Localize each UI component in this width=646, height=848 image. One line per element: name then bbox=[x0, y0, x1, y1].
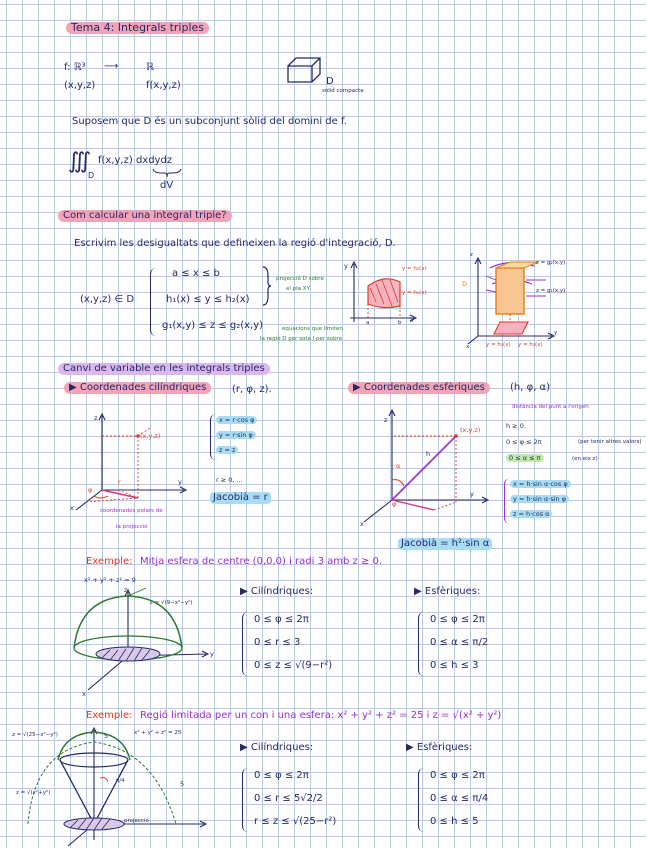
sph-eq1: x = h·sin α·cos φ bbox=[510, 480, 571, 488]
underbrace bbox=[152, 168, 182, 178]
plot2d-a: a bbox=[366, 320, 370, 326]
sph-fig-h: h bbox=[426, 450, 431, 458]
sph-fig-x: x bbox=[360, 520, 364, 528]
ineq-note1b: el pla XY bbox=[286, 286, 310, 292]
ex2-cone: z = √(x²+y²) bbox=[16, 790, 51, 796]
ex1-sphere-eq: x² + y² + z² = 9 bbox=[84, 576, 136, 584]
ex2-five-right: 5 bbox=[180, 780, 185, 788]
ex2-sph1: 0 ≤ φ ≤ 2π bbox=[430, 770, 485, 781]
ex2-cyl-header: ▶ Cilíndriques: bbox=[240, 742, 314, 753]
ineq-lhs: (x,y,z) ∈ D bbox=[80, 294, 135, 305]
sph-alpha-note: (en eix z) bbox=[572, 456, 598, 462]
cyl-header: ▶ Coordenades cilíndriques bbox=[64, 382, 211, 394]
right-brace-top bbox=[262, 266, 272, 306]
sph-jacobian: Jacobià = h²·sin α bbox=[398, 538, 492, 550]
region-3d-plot bbox=[466, 256, 556, 346]
ex2-projection: projecció bbox=[124, 818, 149, 824]
sph-phi-cond: 0 ≤ φ ≤ 2π bbox=[506, 438, 542, 446]
ex1-sph1: 0 ≤ φ ≤ 2π bbox=[430, 614, 485, 625]
ex2-cyl1: 0 ≤ φ ≤ 2π bbox=[254, 770, 309, 781]
cyl-eq2: y = r·sin φ bbox=[216, 431, 256, 439]
sph-phi-note: (per tenir altres valors) bbox=[578, 439, 642, 445]
sph-header: ▶ Coordenades esfèriques bbox=[348, 382, 490, 394]
page-title: Tema 4: Integrals triples bbox=[66, 22, 209, 34]
ex2-angle: π/4 bbox=[116, 778, 125, 784]
map-point: (x,y,z) bbox=[64, 80, 96, 91]
sph-fig-alpha: α bbox=[396, 462, 401, 470]
cylindrical-figure bbox=[72, 406, 192, 516]
cyl-eq1: x = r·cos φ bbox=[216, 416, 257, 424]
ex1-text: Mitja esfera de centre (0,0,0) i radi 3 amb z ≥ 0. bbox=[140, 556, 383, 567]
how-text: Escrivim les desigualtats que defineixen la regió d'integració, D. bbox=[74, 238, 396, 249]
sph-fig-z: z bbox=[384, 416, 388, 424]
cyl-polar-note2: la projecció bbox=[116, 524, 148, 530]
ex1-surface: z = √(9−x²−y²) bbox=[150, 600, 193, 606]
suppose-text: Suposem que D és un subconjunt sòlid del domini de f. bbox=[72, 116, 347, 127]
plot3d-D: D bbox=[462, 280, 468, 288]
integral-symbol: ∭ bbox=[68, 149, 92, 174]
ex2-cyl-brace bbox=[242, 768, 250, 832]
ex1-axis-x: x bbox=[82, 690, 86, 698]
curve-bottom-label: y = h₁(x) bbox=[402, 290, 427, 296]
ex1-label: Exemple: bbox=[86, 556, 133, 567]
ineq-note2a: equacions que limiten bbox=[282, 326, 343, 332]
ineq-note2b: la regió D per sota i per sobre bbox=[260, 336, 343, 342]
plot2d-y-axis: y bbox=[344, 262, 348, 270]
z-top-label: z = g₂(x,y) bbox=[536, 260, 566, 266]
ex1-cyl2: 0 ≤ r ≤ 3 bbox=[254, 637, 301, 648]
ex1-sph3: 0 ≤ h ≤ 3 bbox=[430, 660, 479, 671]
plot3d-z: z bbox=[470, 252, 473, 258]
ex2-sph-header: ▶ Esfèriques: bbox=[406, 742, 473, 753]
sph-h-note: distància del punt a l'origen bbox=[512, 404, 589, 410]
cyl-fig-z: z bbox=[94, 414, 98, 422]
cyl-cond: r ≥ 0, ... bbox=[216, 476, 243, 484]
solid-name: D bbox=[326, 76, 334, 87]
sph-h-cond: h ≥ 0. bbox=[506, 422, 526, 430]
sph-fig-point: (x,y,z) bbox=[460, 426, 481, 434]
ex1-sph2: 0 ≤ α ≤ π/2 bbox=[430, 637, 489, 648]
sph-alpha-cond: 0 ≤ α ≤ π bbox=[506, 454, 544, 462]
ex1-axis-y: y bbox=[210, 650, 214, 658]
cyl-jacobian: Jacobià = r bbox=[210, 492, 271, 504]
ineq-row2: h₁(x) ≤ y ≤ h₂(x) bbox=[166, 294, 250, 305]
solid-note: sòlid compacte bbox=[322, 88, 364, 94]
ex1-sph-brace bbox=[418, 612, 426, 676]
ex2-text: Regió limitada per un con i una esfera: x² + y² + z² = 25 i z = √(x² + y²) bbox=[140, 710, 502, 721]
ex2-sph3: 0 ≤ h ≤ 5 bbox=[430, 816, 479, 827]
cyl-eq3: z = z bbox=[216, 446, 238, 454]
ex2-cyl2: 0 ≤ r ≤ 5√2/2 bbox=[254, 793, 323, 804]
sph-eq2: y = h·sin α·sin φ bbox=[510, 495, 569, 503]
integral-domain: D bbox=[88, 171, 95, 180]
solid-box-icon bbox=[286, 56, 326, 86]
section-how: Com calcular una integral triple? bbox=[58, 210, 232, 222]
cyl-fig-phi: φ bbox=[88, 486, 93, 494]
ineq-brace bbox=[150, 268, 159, 336]
cyl-tuple: (r, φ, z). bbox=[232, 384, 272, 395]
cyl-fig-r: r bbox=[118, 478, 121, 486]
plot3d-h2: y = h₂(x) bbox=[518, 342, 543, 348]
map-domain: f: ℝ³ bbox=[64, 62, 86, 73]
spherical-figure bbox=[352, 406, 492, 526]
cyl-polar-note1: coordenades polars de bbox=[100, 508, 163, 514]
map-arrow: ⟶ bbox=[104, 61, 119, 72]
ineq-row3: g₁(x,y) ≤ z ≤ g₂(x,y) bbox=[162, 320, 264, 331]
cyl-fig-point: (x,y,z) bbox=[140, 432, 161, 440]
section-change: Canvi de variable en les integrals triples bbox=[58, 363, 270, 375]
ex2-label: Exemple: bbox=[86, 710, 133, 721]
ex1-cyl-header: ▶ Cilíndriques: bbox=[240, 586, 314, 597]
z-bottom-label: z = g₁(x,y) bbox=[536, 288, 566, 294]
cyl-fig-y: y bbox=[178, 478, 182, 486]
plot3d-y: y bbox=[554, 330, 558, 336]
map-codomain: ℝ bbox=[146, 62, 154, 73]
hemisphere-figure bbox=[66, 586, 216, 696]
plot2d-x-axis: x bbox=[410, 316, 414, 324]
ex1-axis-z: z bbox=[124, 586, 128, 594]
ineq-note1a: projecció D sobre bbox=[276, 276, 324, 282]
integrand: f(x,y,z) dxdydz bbox=[98, 155, 173, 166]
ex1-cyl3: 0 ≤ z ≤ √(9−r²) bbox=[254, 660, 333, 671]
integral-dv: dV bbox=[160, 180, 174, 191]
ex2-five-top: 5 bbox=[104, 732, 109, 740]
ex1-sph-header: ▶ Esfèriques: bbox=[414, 586, 481, 597]
sph-fig-y: y bbox=[470, 490, 474, 498]
ex2-sph-brace bbox=[418, 768, 426, 832]
plot3d-h1: y = h₁(x) bbox=[486, 342, 511, 348]
plot3d-x: x bbox=[466, 344, 470, 350]
sph-tuple: (h, φ, α) bbox=[510, 382, 551, 393]
ex2-cyl3: r ≤ z ≤ √(25−r²) bbox=[254, 816, 337, 827]
ex2-sphere-eq: x² + y² + z² = 25 bbox=[134, 730, 182, 736]
sph-fig-phi: φ bbox=[392, 500, 397, 508]
cyl-fig-x: x bbox=[70, 504, 74, 512]
plot2d-b: b bbox=[398, 320, 402, 326]
sph-eq3: z = h·cos α bbox=[510, 510, 552, 518]
ex1-cyl1: 0 ≤ φ ≤ 2π bbox=[254, 614, 309, 625]
ex1-cyl-brace bbox=[242, 612, 250, 676]
curve-top-label: y = h₂(x) bbox=[402, 266, 427, 272]
ineq-row1: a ≤ x ≤ b bbox=[172, 268, 220, 279]
ex2-sph2: 0 ≤ α ≤ π/4 bbox=[430, 793, 489, 804]
ex2-surf1: z = √(25−x²−y²) bbox=[12, 732, 58, 738]
map-image: f(x,y,z) bbox=[146, 80, 181, 91]
